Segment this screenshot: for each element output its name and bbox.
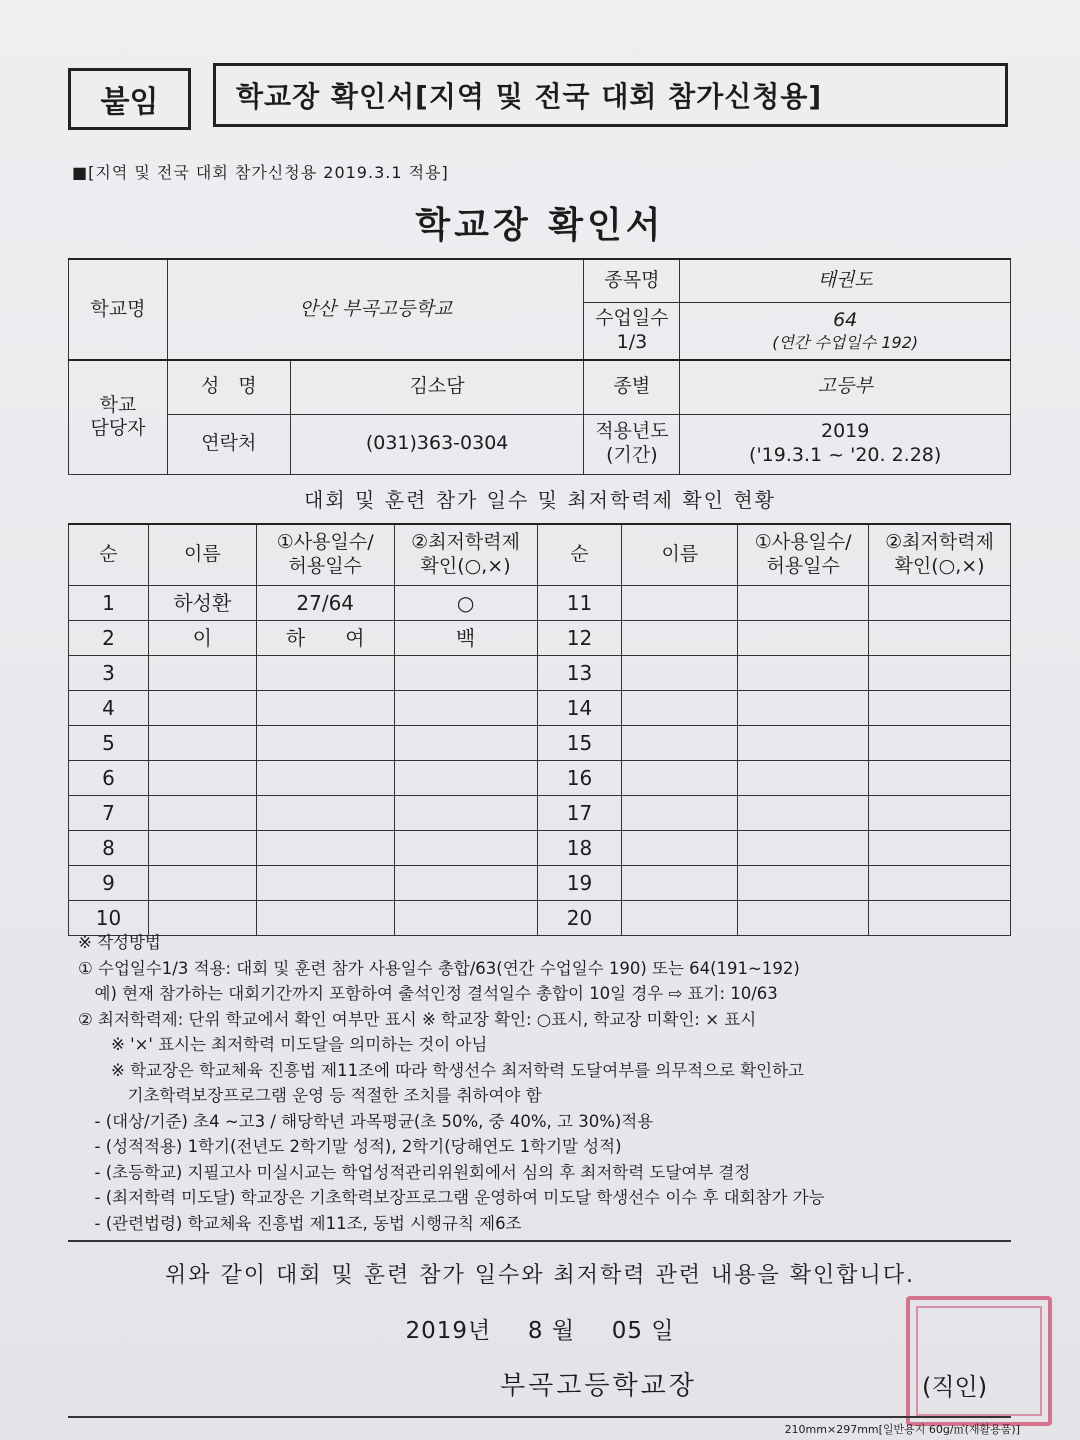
year-label-line2: (기간) <box>606 444 658 466</box>
row-no: 2 <box>69 621 149 656</box>
school-name-label: 학교명 <box>69 259 168 360</box>
name-value: 김소담 <box>290 360 584 414</box>
row-no: 4 <box>69 691 149 726</box>
note-line: - (관련법령) 학교체육 진흥법 제11조, 동법 시행규칙 제6조 <box>78 1213 522 1233</box>
row-min-right <box>869 691 1011 726</box>
row-no: 8 <box>69 831 149 866</box>
row-days: 하 여 <box>256 621 394 656</box>
row-name-right <box>622 866 738 901</box>
row-name-right <box>622 796 738 831</box>
row-name <box>148 796 256 831</box>
row-name <box>148 656 256 691</box>
header-days <box>256 524 394 586</box>
header-days-line1: ①사용일수/ <box>276 531 374 554</box>
form-note: ■[지역 및 전국 대회 참가신청용 2019.3.1 적용] <box>72 163 449 182</box>
table-row <box>69 866 1011 901</box>
division-value: 고등부 <box>680 360 1011 414</box>
row-min: ○ <box>394 586 537 621</box>
contact-value: (031)363-0304 <box>290 414 584 474</box>
row-no: 3 <box>69 656 149 691</box>
row-days <box>256 726 394 761</box>
row-no-right: 18 <box>537 831 622 866</box>
row-days-right <box>738 691 869 726</box>
header-min-right-line1: ②최저학력제 <box>885 531 994 554</box>
row-name <box>148 726 256 761</box>
attachment-label: 붙임 <box>68 68 191 130</box>
row-name <box>148 691 256 726</box>
row-no-right: 13 <box>537 656 622 691</box>
row-days <box>256 761 394 796</box>
roster-body <box>69 586 1011 936</box>
row-no-right: 15 <box>537 726 622 761</box>
row-name-right <box>622 621 738 656</box>
table-row <box>69 586 1011 621</box>
staff-label <box>69 360 168 474</box>
row-name: 이 <box>148 621 256 656</box>
header-days-right-line1: ①사용일수/ <box>754 531 852 554</box>
row-min <box>394 796 537 831</box>
table-row <box>69 796 1011 831</box>
row-min-right <box>869 621 1011 656</box>
row-name-right <box>622 656 738 691</box>
table-row <box>69 691 1011 726</box>
row-min <box>394 761 537 796</box>
note-line: - (대상/기준) 초4 ~고3 / 해당학년 과목평균(초 50%, 중 40%, 고 30%)적용 <box>78 1111 654 1131</box>
row-min-right <box>869 866 1011 901</box>
row-days <box>256 866 394 901</box>
row-min-right <box>869 831 1011 866</box>
row-name <box>148 866 256 901</box>
row-name: 하성환 <box>148 586 256 621</box>
info-table <box>68 258 1011 475</box>
header-days-right <box>738 524 869 586</box>
note-line: - (초등학교) 지필고사 미실시교는 학업성적관리위원회에서 심의 후 최저학력 도달여부 결정 <box>78 1162 751 1182</box>
year-period: ('19.3.1 ~ '20. 2.28) <box>749 444 942 466</box>
row-no-right: 19 <box>537 866 622 901</box>
header-min-line2: 확인(○,×) <box>420 555 511 577</box>
name-label: 성 명 <box>167 360 290 414</box>
row-no: 1 <box>69 586 149 621</box>
note-line: ① 수업일수1/3 적용: 대회 및 훈련 참가 사용일수 총합/63(연간 수업일수 190) 또는 64(191~192) <box>78 958 800 978</box>
row-days <box>256 656 394 691</box>
row-min <box>394 831 537 866</box>
header-min-right <box>869 524 1011 586</box>
row-no: 7 <box>69 796 149 831</box>
year-label-line1: 적용년도 <box>595 420 669 443</box>
header-days-line2: 허용일수 <box>288 555 362 577</box>
row-name-right <box>622 691 738 726</box>
header-no: 순 <box>69 524 149 586</box>
header-min-line1: ②최저학력제 <box>411 531 520 554</box>
class-days-note: (연간 수업일수 192) <box>772 332 919 352</box>
row-min <box>394 691 537 726</box>
row-no-right: 14 <box>537 691 622 726</box>
roster-table <box>68 523 1011 936</box>
header-name: 이름 <box>148 524 256 586</box>
year-value <box>680 414 1011 474</box>
row-no-right: 16 <box>537 761 622 796</box>
class-days-label <box>584 302 680 360</box>
division-label: 종별 <box>584 360 680 414</box>
note-line: - (성적적용) 1학기(전년도 2학기말 성적), 2학기(당해연도 1학기말 성적) <box>78 1137 622 1156</box>
row-name-right <box>622 586 738 621</box>
header-no-right: 순 <box>537 524 622 586</box>
row-name <box>148 831 256 866</box>
school-name-value: 안산 부곡고등학교 <box>167 259 584 360</box>
table-row <box>69 761 1011 796</box>
row-min-right <box>869 761 1011 796</box>
note-line: 예) 현재 참가하는 대회기간까지 포함하여 출석인정 결석일수 총합이 10일 경우 ⇨ 표기: 10/63 <box>78 984 778 1003</box>
row-no-right: 20 <box>537 901 622 936</box>
staff-label-line2: 담당자 <box>90 417 146 440</box>
note-line: - (최저학력 미도달) 학교장은 기초학력보장프로그램 운영하여 미도달 학생선수 이수 후 대회참가 가능 <box>78 1188 825 1207</box>
row-days-right <box>738 796 869 831</box>
row-no-right: 11 <box>537 586 622 621</box>
note-line: ※ '×' 표시는 최저학력 미도달을 의미하는 것이 아님 <box>78 1035 488 1054</box>
row-days-right <box>738 761 869 796</box>
row-days <box>256 796 394 831</box>
header-name-right: 이름 <box>622 524 738 586</box>
row-min-right <box>869 726 1011 761</box>
row-days-right <box>738 621 869 656</box>
principal-name: 부곡고등학교장 <box>500 1371 697 1401</box>
class-days-value <box>680 302 1011 360</box>
table-row <box>69 726 1011 761</box>
note-line: ② 최저학력제: 단위 학교에서 확인 여부만 표시 ※ 학교장 확인: ○표시, 학교장 미확인: × 표시 <box>78 1009 757 1029</box>
header-days-right-line2: 허용일수 <box>766 555 840 577</box>
header-title: 학교장 확인서[지역 및 전국 대회 참가신청용] <box>213 63 1008 127</box>
row-min <box>394 656 537 691</box>
class-days-number: 64 <box>833 308 858 331</box>
contact-label: 연락처 <box>167 414 290 474</box>
header-min-right-line2: 확인(○,×) <box>894 555 985 577</box>
table-row <box>69 831 1011 866</box>
row-days: 27/64 <box>256 586 394 621</box>
row-days-right <box>738 656 869 691</box>
note-line: ※ 학교장은 학교체육 진흥법 제11조에 따라 학생선수 최저학력 도달여부를 의무적으로 확인하고 <box>78 1060 804 1080</box>
row-days <box>256 831 394 866</box>
row-days-right <box>738 831 869 866</box>
row-no: 9 <box>69 866 149 901</box>
row-min-right <box>869 796 1011 831</box>
table-row <box>69 621 1011 656</box>
note-line: ※ 작성방법 <box>78 933 161 952</box>
year-label <box>584 414 680 474</box>
row-no: 10 <box>69 901 149 936</box>
row-days <box>256 691 394 726</box>
divider <box>68 1240 1011 1242</box>
official-seal-stamp <box>906 1296 1052 1426</box>
date-day: 05 일 <box>611 1318 675 1344</box>
row-min-right <box>869 586 1011 621</box>
row-no: 5 <box>69 726 149 761</box>
row-name <box>148 761 256 796</box>
row-name-right <box>622 726 738 761</box>
divider <box>68 1416 1011 1418</box>
row-min: 백 <box>394 621 537 656</box>
document-title: 학교장 확인서 <box>415 205 665 246</box>
seal-label: (직인) <box>922 1373 988 1401</box>
writing-instructions <box>78 930 1018 1236</box>
header-min <box>394 524 537 586</box>
row-days-right <box>738 726 869 761</box>
sport-value: 태권도 <box>680 259 1011 302</box>
row-no-right: 12 <box>537 621 622 656</box>
paper-spec-footer: 210mm×297mm[일반용지 60g/㎡(재활용품)] <box>784 1423 1020 1436</box>
sport-label: 종목명 <box>584 259 680 302</box>
class-days-label-line1: 수업일수 <box>595 307 669 329</box>
confirmation-text: 위와 같이 대회 및 훈련 참가 일수와 최저학력 관련 내용을 확인합니다. <box>165 1263 915 1288</box>
row-days-right <box>738 866 869 901</box>
row-name-right <box>622 831 738 866</box>
row-min-right <box>869 656 1011 691</box>
section-title: 대회 및 훈련 참가 일수 및 최저학력제 확인 현황 <box>304 488 776 512</box>
row-min <box>394 866 537 901</box>
row-name-right <box>622 761 738 796</box>
class-days-label-line2: 1/3 <box>616 330 648 353</box>
staff-label-line1: 학교 <box>99 393 137 416</box>
table-row <box>69 656 1011 691</box>
date-year: 2019년 <box>405 1318 492 1344</box>
row-no-right: 17 <box>537 796 622 831</box>
year-number: 2019 <box>820 420 870 443</box>
date-month: 8 월 <box>527 1318 576 1344</box>
row-no: 6 <box>69 761 149 796</box>
row-min <box>394 726 537 761</box>
note-line: 기초학력보장프로그램 운영 등 적절한 조치를 취하여야 함 <box>78 1086 542 1105</box>
row-days-right <box>738 586 869 621</box>
